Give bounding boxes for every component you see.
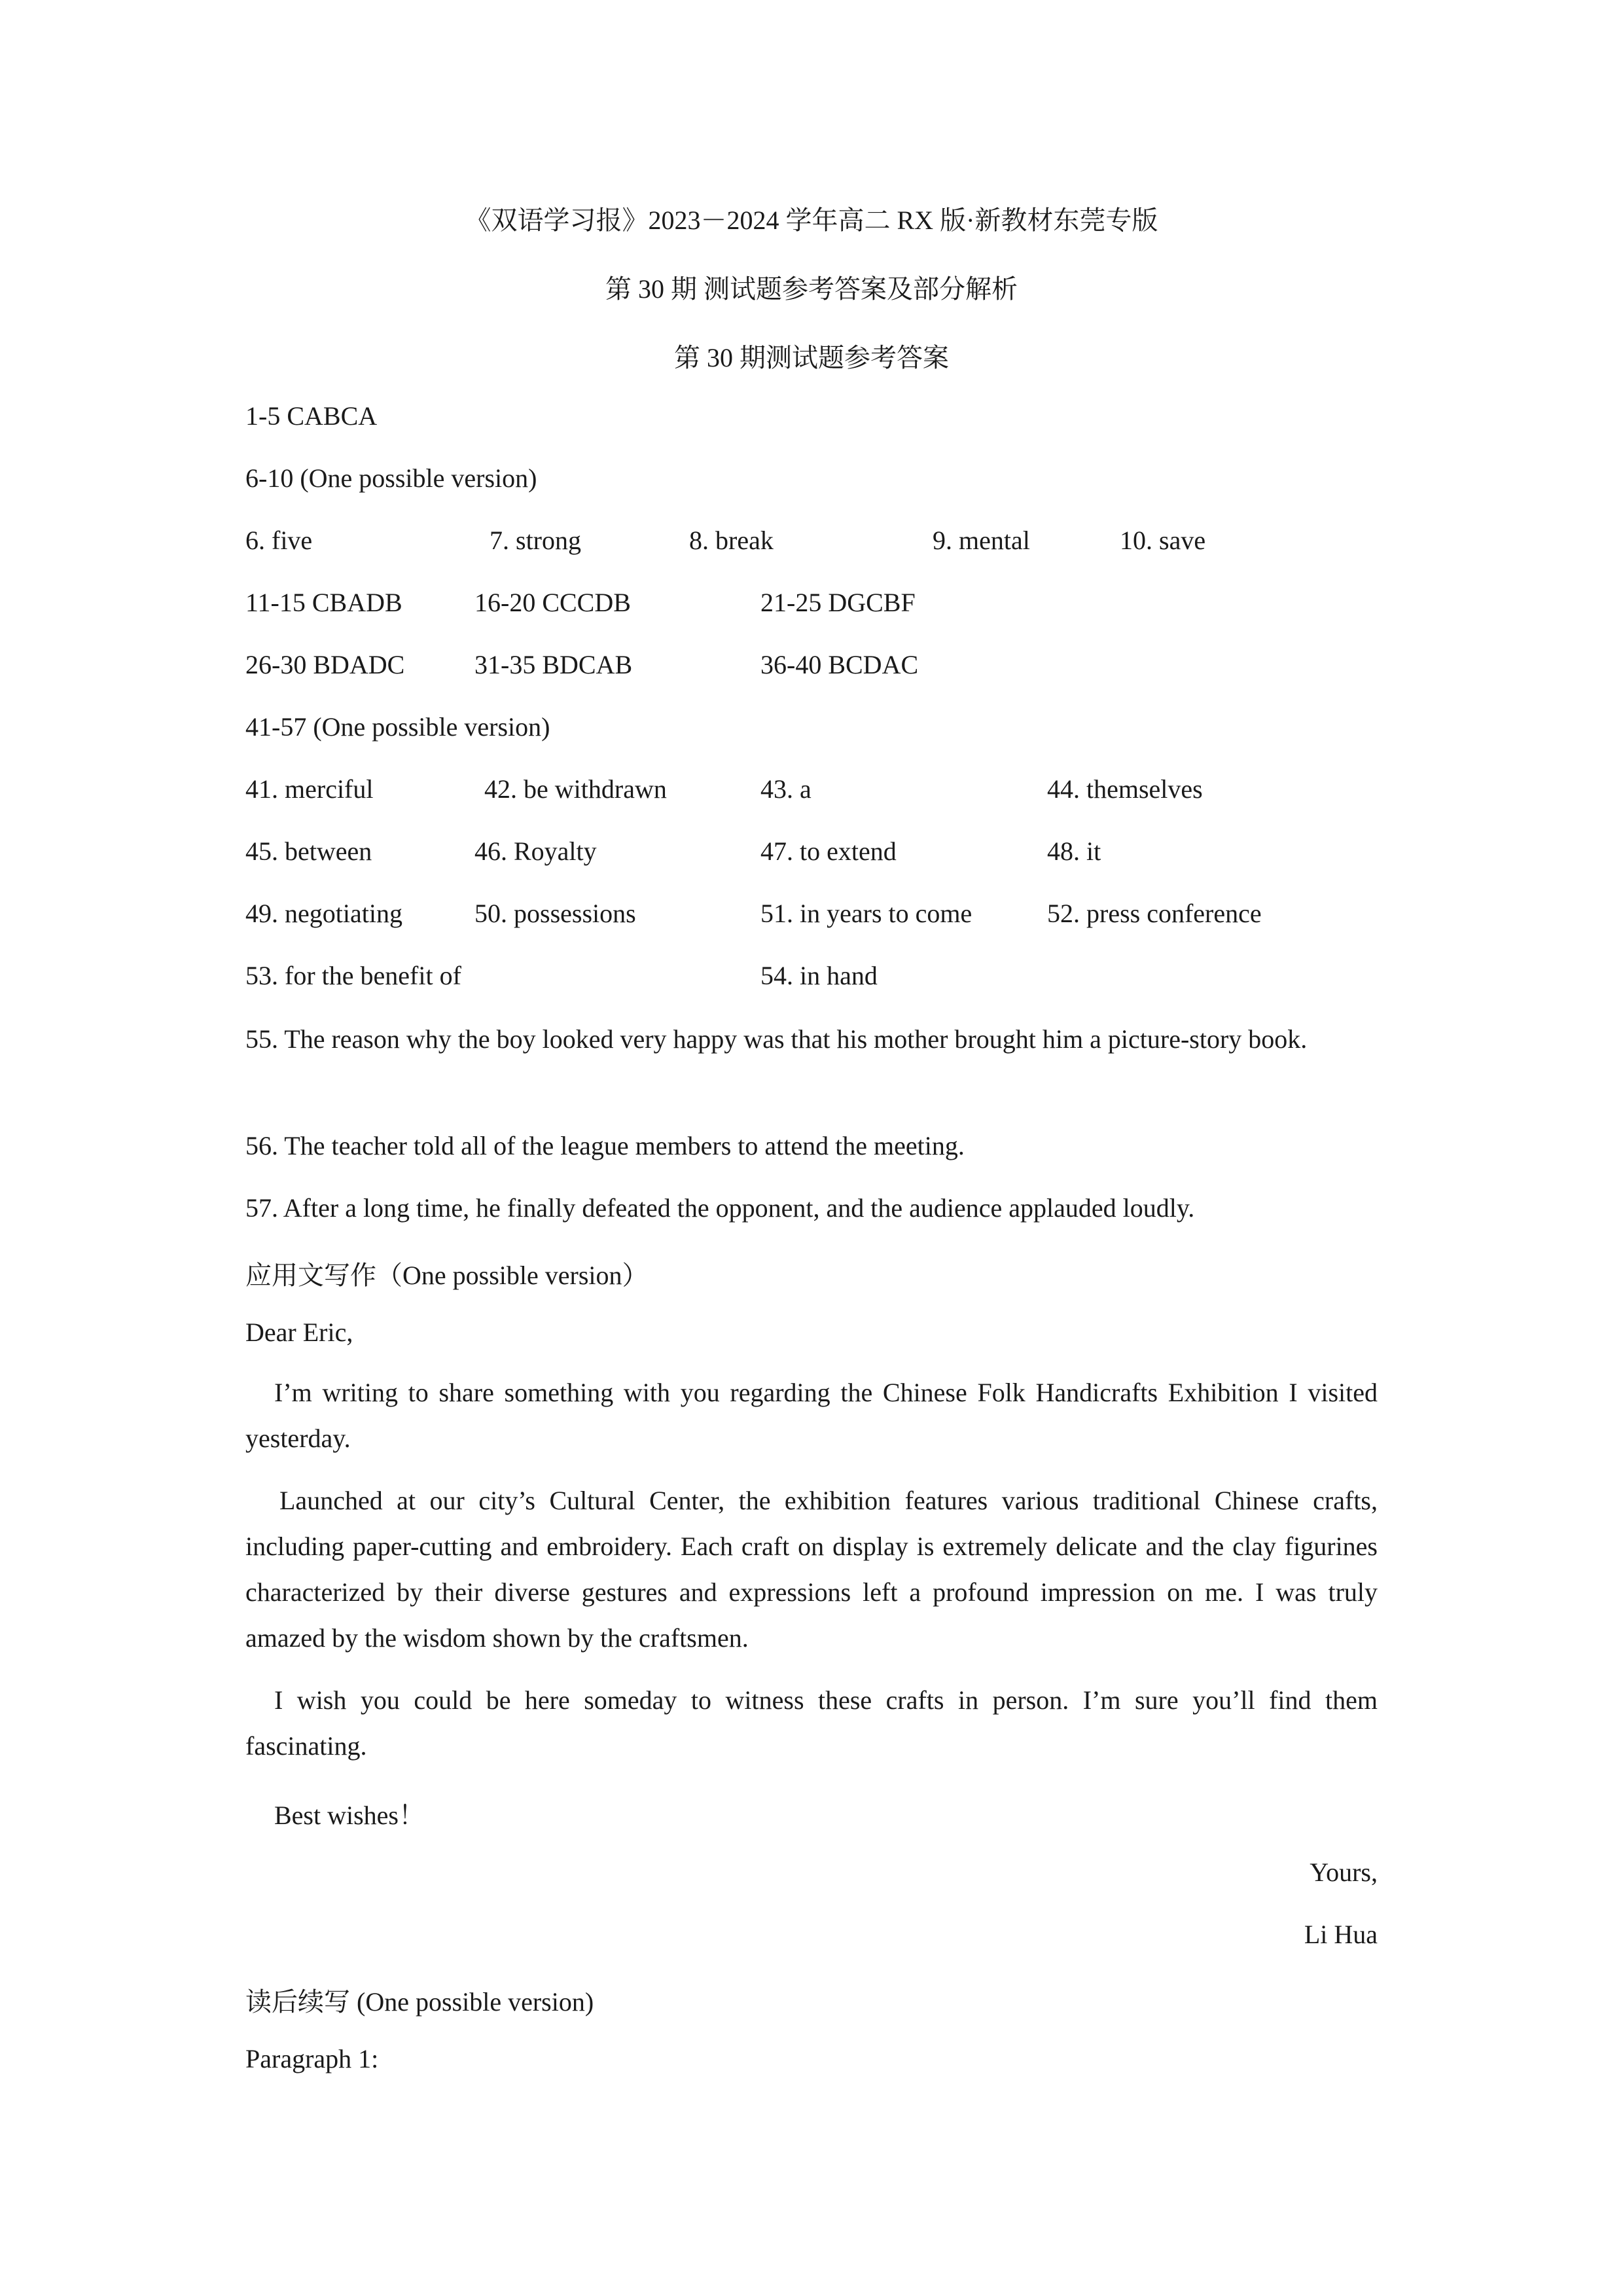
document-subtitle: 第 30 期 测试题参考答案及部分解析 bbox=[605, 274, 1018, 304]
paragraph-label: Paragraph 1: bbox=[245, 2044, 379, 2073]
answer-item: 41. merciful bbox=[245, 774, 374, 804]
answer-item: 6. five bbox=[245, 526, 313, 555]
answer-item: 50. possessions bbox=[474, 899, 636, 928]
answer-item: 44. themselves bbox=[1047, 774, 1203, 804]
letter-closing: Best wishes！ bbox=[274, 1801, 425, 1830]
writing-heading: 应用文写作（One possible version） bbox=[245, 1261, 649, 1290]
section-title: 第 30 期测试题参考答案 bbox=[674, 343, 949, 372]
answer-item: 26-30 BDADC bbox=[245, 650, 405, 679]
answer-item: 21-25 DGCBF bbox=[760, 588, 916, 617]
answer-item: 54. in hand bbox=[760, 961, 878, 990]
answer-item: 10. save bbox=[1120, 526, 1206, 555]
document-title: 《双语学习报》2023－2024 学年高二 RX 版·新教材东莞专版 bbox=[465, 206, 1158, 235]
continuation-heading: 读后续写 (One possible version) bbox=[245, 1987, 594, 2017]
answer-item: 9. mental bbox=[933, 526, 1030, 555]
answer-item: 49. negotiating bbox=[245, 899, 402, 928]
letter-paragraph: Launched at our city’s Cultural Center, the exhibition features various traditional Chinese crafts, including paper-cutting and embroidery. Each craft on display is extremely delicate and the clay figurines characterized by their diverse gestures and expressions left a profound impression on me. I was truly amazed by the wisdom shown by the craftsmen. bbox=[245, 1486, 1378, 1653]
letter-paragraph: I’m writing to share something with you regarding the Chinese Folk Handicrafts Exhibition I visited yesterday. bbox=[245, 1378, 1378, 1453]
letter-salutation: Dear Eric, bbox=[245, 1318, 353, 1347]
answer-item: 7. strong bbox=[490, 526, 581, 555]
answer-item: 45. between bbox=[245, 836, 372, 866]
letter-paragraph: I wish you could be here someday to witness these crafts in person. I’m sure you’ll find them fascinating. bbox=[245, 1685, 1378, 1761]
answers-1-5: 1-5 CABCA bbox=[245, 401, 378, 431]
answer-56: 56. The teacher told all of the league members to attend the meeting. bbox=[245, 1131, 965, 1160]
answer-item: 31-35 BDCAB bbox=[474, 650, 633, 679]
answer-item: 46. Royalty bbox=[474, 836, 597, 866]
answer-item: 11-15 CBADB bbox=[245, 588, 402, 617]
answer-item: 36-40 BCDAC bbox=[760, 650, 919, 679]
answer-item: 42. be withdrawn bbox=[484, 774, 667, 804]
answer-item: 51. in years to come bbox=[760, 899, 972, 928]
letter-signature: Li Hua bbox=[1304, 1920, 1378, 1949]
answer-item: 53. for the benefit of bbox=[245, 961, 461, 990]
answer-item: 52. press conference bbox=[1047, 899, 1262, 928]
letter-sign-off: Yours, bbox=[1310, 1857, 1378, 1887]
answer-item: 48. it bbox=[1047, 836, 1101, 866]
answer-item: 47. to extend bbox=[760, 836, 897, 866]
answer-item: 16-20 CCCDB bbox=[474, 588, 631, 617]
answers-6-10-heading: 6-10 (One possible version) bbox=[245, 463, 537, 493]
answers-41-57-heading: 41-57 (One possible version) bbox=[245, 712, 550, 742]
answer-item: 8. break bbox=[689, 526, 774, 555]
answer-57: 57. After a long time, he finally defeated the opponent, and the audience applauded loudly. bbox=[245, 1193, 1195, 1223]
answer-55: 55. The reason why the boy looked very happy was that his mother brought him a picture-story book. bbox=[245, 1024, 1308, 1054]
answer-item: 43. a bbox=[760, 774, 812, 804]
